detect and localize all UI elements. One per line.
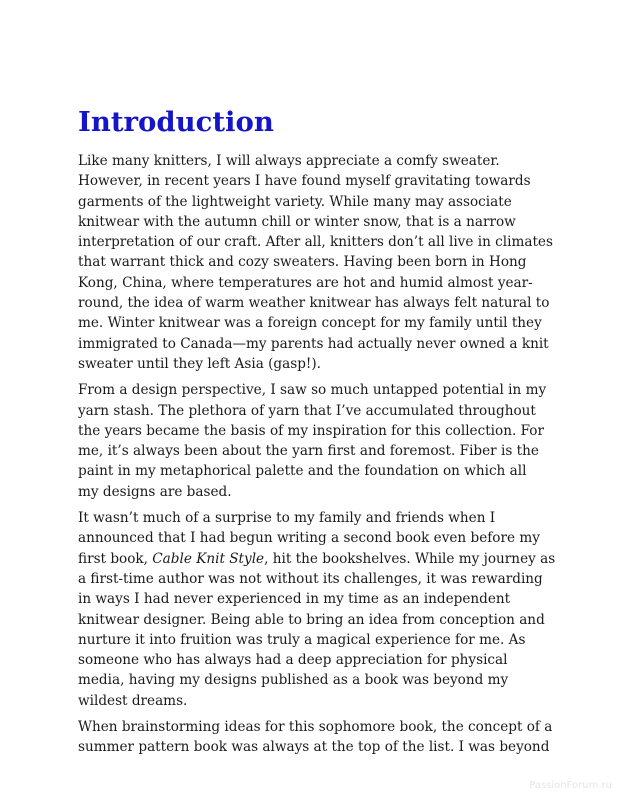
text-line: me. Winter knitwear was a foreign concept for my family until they <box>78 315 542 332</box>
text-line-with-book-title <box>78 549 556 569</box>
watermark: PassionForum.ru <box>529 780 612 791</box>
text-line: Kong, China, where temperatures are hot and humid almost year- <box>78 274 533 291</box>
text-line: From a design perspective, I saw so much untapped potential in my <box>78 382 547 399</box>
text-line: wildest dreams. <box>78 692 188 709</box>
paragraph-3 <box>78 508 556 711</box>
text-line: Like many knitters, I will always appreciate a comfy sweater. <box>78 153 500 169</box>
text-line: knitwear with the autumn chill or winter snow, that is a narrow <box>78 213 516 230</box>
text-line: interpretation of our craft. After all, knitters don’t all live in climates <box>78 234 553 251</box>
paragraph-2 <box>78 380 548 502</box>
text-segment: first book, <box>78 550 153 567</box>
text-line: someone who has always had a deep appreciation for physical <box>78 652 508 669</box>
paragraph-4 <box>78 717 553 758</box>
body-text <box>78 151 556 764</box>
text-line: my designs are based. <box>78 483 232 500</box>
text-line: summer pattern book was always at the top of the list. I was beyond <box>78 739 550 756</box>
text-line: round, the idea of warm weather knitwear has always felt natural to <box>78 295 550 312</box>
text-line: yarn stash. The plethora of yarn that I’ve accumulated throughout <box>78 402 536 419</box>
text-line: immigrated to Canada—my parents had actually never owned a knit <box>78 335 549 352</box>
text-segment: , hit the bookshelves. While my journey as <box>264 550 556 567</box>
text-line: However, in recent years I have found myself gravitating towards <box>78 173 531 190</box>
text-line: knitwear designer. Being able to bring an idea from conception and <box>78 611 545 628</box>
paragraph-1 <box>78 151 553 374</box>
text-line: a first-time author was not without its challenges, it was rewarding <box>78 570 543 587</box>
text-line: in ways I had never experienced in my time as an independent <box>78 591 511 608</box>
text-line: garments of the lightweight variety. While many may associate <box>78 193 512 210</box>
text-line: me, it’s always been about the yarn first and foremost. Fiber is the <box>78 443 539 460</box>
text-line: that warrant thick and cozy sweaters. Having been born in Hong <box>78 254 527 271</box>
text-line: announced that I had begun writing a second book even before my <box>78 530 540 547</box>
text-line: paint in my metaphorical palette and the foundation on which all <box>78 463 527 480</box>
text-line: sweater until they left Asia (gasp!). <box>78 355 321 372</box>
text-line: the years became the basis of my inspiration for this collection. For <box>78 422 544 439</box>
text-line: It wasn’t much of a surprise to my family and friends when I <box>78 510 496 527</box>
text-line: nurture it into fruition was truly a magical experience for me. As <box>78 631 526 648</box>
book-title: Cable Knit Style <box>152 550 265 567</box>
text-line: When brainstorming ideas for this sophomore book, the concept of a <box>78 719 553 736</box>
text-line: media, having my designs published as a book was beyond my <box>78 672 509 689</box>
page-title: Introduction <box>78 106 274 138</box>
